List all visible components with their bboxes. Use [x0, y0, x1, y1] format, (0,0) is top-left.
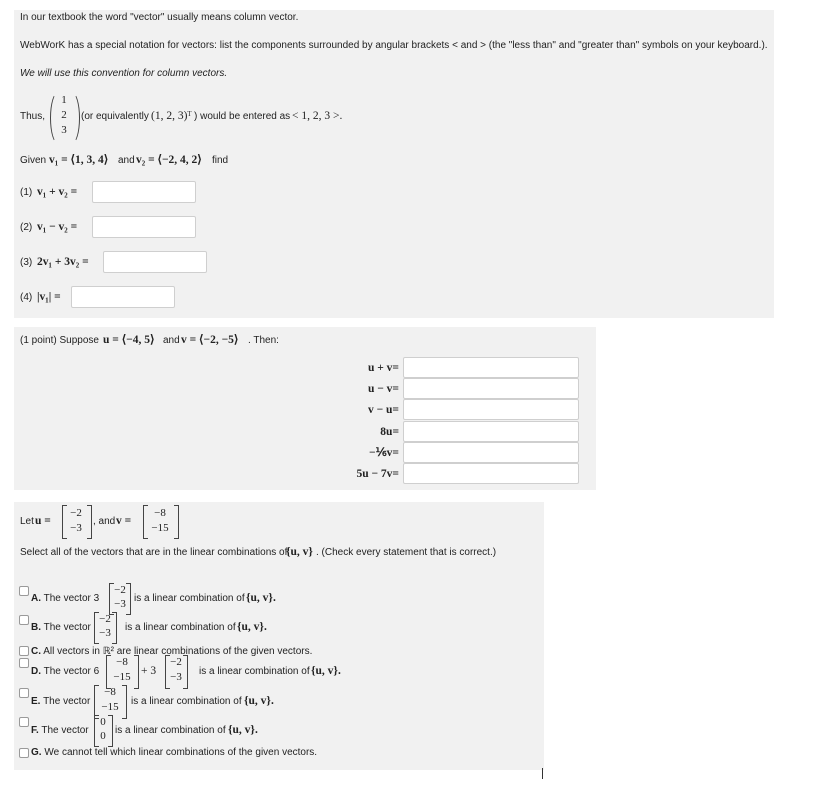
- option-b-set: {u, v}.: [237, 621, 267, 633]
- question-2-number: (2): [20, 222, 33, 233]
- option-d-vector-1: −8 −15: [113, 656, 131, 683]
- option-d-vector-2: −2 −3: [170, 656, 182, 683]
- checkbox-c[interactable]: [19, 646, 29, 656]
- intro-line-1: In our textbook the word "vector" usually means column vector.: [20, 12, 299, 23]
- question-4-number: (4): [20, 292, 33, 303]
- comma-and: , and: [93, 516, 116, 527]
- v-bracket-right: [174, 505, 179, 539]
- option-b-text: is a linear combination of: [125, 622, 236, 633]
- option-d-text: is a linear combination of: [199, 666, 310, 677]
- option-e-letter: E. The vector: [31, 696, 91, 707]
- option-f-text: is a linear combination of: [115, 725, 226, 736]
- answer-2v1-plus-3v2[interactable]: [103, 251, 207, 273]
- label-8u: 8u=: [380, 426, 399, 438]
- u-bracket-right: [87, 505, 92, 539]
- option-b-bracket-right: [112, 612, 117, 644]
- checkbox-e[interactable]: [19, 688, 29, 698]
- checkbox-d[interactable]: [19, 658, 29, 668]
- right-paren: [64, 92, 80, 144]
- thus-label: Thus,: [20, 111, 46, 122]
- answer-u-minus-v[interactable]: [403, 378, 579, 399]
- p2-intro: (1 point) Suppose: [20, 335, 99, 346]
- option-f-bracket-right: [108, 715, 113, 747]
- intro-line-3: We will use this convention for column vectors.: [20, 68, 228, 79]
- bracket-notation: < 1, 2, 3 >.: [292, 110, 343, 122]
- answer-norm-v1[interactable]: [71, 286, 175, 308]
- transpose-expression: (1, 2, 3)ᵀ: [151, 110, 192, 122]
- label-5u-minus-7v: 5u − 7v=: [356, 468, 399, 480]
- entered-as-text: ) would be entered as: [194, 111, 291, 122]
- option-d-bracket-right-1: [134, 655, 139, 689]
- option-f-letter: F. The vector: [31, 725, 89, 736]
- option-g-text: G. We cannot tell which linear combinations of the given vectors.: [31, 747, 318, 758]
- option-f-vector: 0 0: [100, 716, 106, 742]
- answer-u-plus-v[interactable]: [403, 357, 579, 378]
- checkbox-b[interactable]: [19, 615, 29, 625]
- checkbox-a[interactable]: [19, 586, 29, 596]
- question-1-expression: v₁ + v₂ =: [37, 186, 78, 198]
- given-label: Given: [20, 155, 47, 166]
- answer-v1-minus-v2[interactable]: [92, 216, 196, 238]
- option-a-vector: −2 −3: [114, 584, 126, 610]
- v-definition: v = ⟨−2, −5⟩: [181, 334, 239, 346]
- answer-8u[interactable]: [403, 421, 579, 442]
- answer-neg-sixth-v[interactable]: [403, 442, 579, 463]
- intro-line-2: WebWorK has a special notation for vectors: list the components surrounded by angular brackets < and > (the "less than" and "greater than" symbols on your keyboard.).: [20, 40, 768, 51]
- select-instruction: Select all of the vectors that are in the linear combinations of: [20, 547, 288, 558]
- option-e-vector: −8 −15: [101, 686, 119, 713]
- option-a-text: is a linear combination of: [134, 593, 245, 604]
- checkbox-f[interactable]: [19, 717, 29, 727]
- find-label: find: [212, 155, 229, 166]
- answer-5u-minus-7v[interactable]: [403, 463, 579, 484]
- label-neg-sixth-v: −⅙v=: [368, 447, 399, 459]
- example-column-vector: 1 2 3: [61, 94, 67, 136]
- v2-definition: v₂ = ⟨−2, 4, 2⟩: [136, 154, 202, 166]
- option-a-set: {u, v}.: [246, 592, 276, 604]
- option-d-plus-3: + 3: [141, 665, 157, 677]
- option-b-vector: −2 −3: [99, 613, 111, 639]
- question-1-number: (1): [20, 187, 33, 198]
- option-e-set: {u, v}.: [244, 695, 274, 707]
- u-equals: u =: [35, 515, 51, 527]
- v1-definition: v₁ = ⟨1, 3, 4⟩: [49, 154, 109, 166]
- option-e-text: is a linear combination of: [131, 696, 242, 707]
- question-2-expression: v₁ − v₂ =: [37, 221, 78, 233]
- option-c-text: C. All vectors in ℝ² are linear combinations of the given vectors.: [31, 646, 313, 657]
- let-label: Let: [20, 516, 34, 527]
- checkbox-g[interactable]: [19, 748, 29, 758]
- option-d-bracket-right-2: [183, 655, 188, 689]
- label-u-minus-v: u − v=: [367, 383, 399, 395]
- select-instruction-suffix: . (Check every statement that is correct.): [316, 547, 497, 558]
- v-equals: v =: [116, 515, 132, 527]
- text-cursor: [542, 768, 543, 779]
- option-a-letter: A. The vector 3: [31, 593, 100, 604]
- label-v-minus-u: v − u=: [367, 404, 399, 416]
- option-b-letter: B. The vector: [31, 622, 91, 633]
- option-f-set: {u, v}.: [228, 724, 258, 736]
- question-3-expression: 2v₁ + 3v₂ =: [37, 256, 89, 268]
- answer-v1-plus-v2[interactable]: [92, 181, 196, 203]
- option-e-bracket-right: [122, 685, 127, 719]
- v-column-vector: −8 −15: [151, 507, 169, 534]
- u-definition: u = ⟨−4, 5⟩: [103, 334, 155, 346]
- span-set: {u, v}: [286, 546, 313, 558]
- u-column-vector: −2 −3: [70, 507, 82, 534]
- option-d-letter: D. The vector 6: [31, 666, 100, 677]
- p2-and: and: [163, 335, 180, 346]
- option-a-bracket-right: [126, 583, 131, 615]
- p2-then: . Then:: [248, 335, 279, 346]
- option-d-set: {u, v}.: [311, 665, 341, 677]
- question-3-number: (3): [20, 257, 33, 268]
- and-label: and: [118, 155, 135, 166]
- equivalently-text: (or equivalently: [81, 111, 149, 122]
- answer-v-minus-u[interactable]: [403, 399, 579, 420]
- label-u-plus-v: u + v=: [367, 362, 399, 374]
- question-4-expression: |v₁| =: [37, 291, 61, 303]
